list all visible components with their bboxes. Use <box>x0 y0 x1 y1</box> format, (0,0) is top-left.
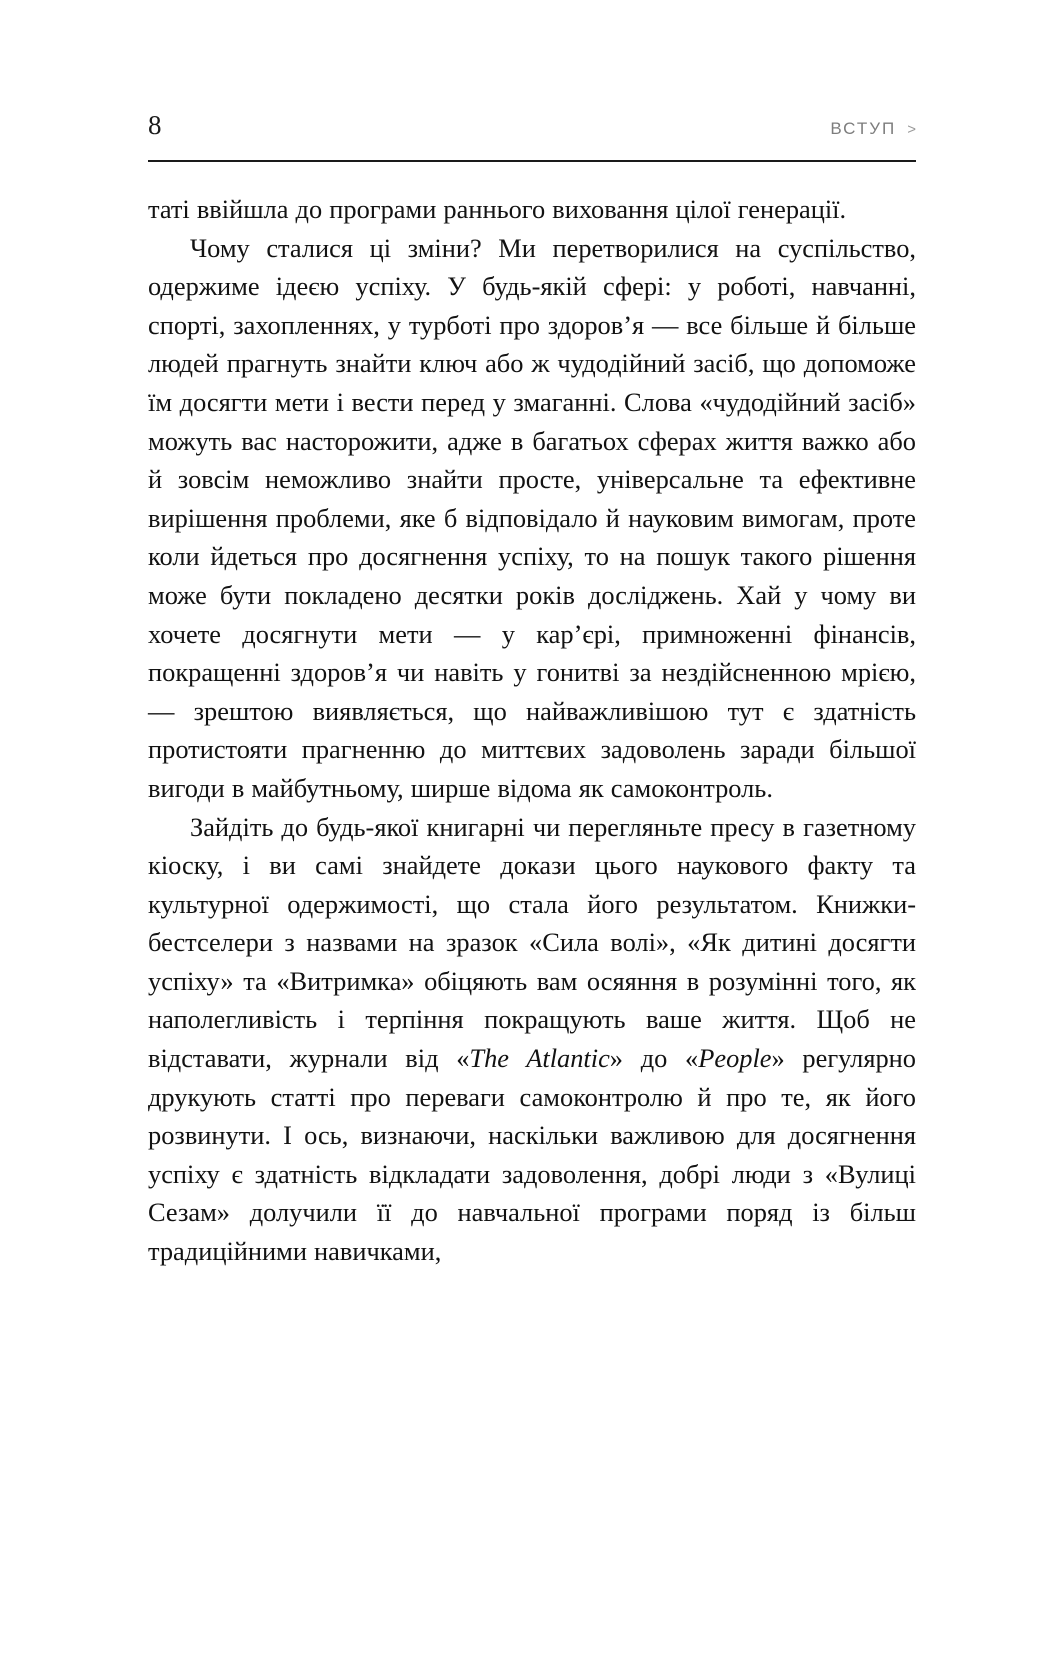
italic-title-run: The Atlantic <box>469 1043 610 1074</box>
italic-title-run: People <box>698 1043 772 1074</box>
paragraph-why-changes <box>148 229 916 808</box>
text-run: Чому сталися ці зміни? Ми перетворилися на суспільство, одержиме ідеєю успіху. У будь-якій сфері: у роботі, навчанні, спорті, захопленнях, у турботі про здоров’я — все більше й більше людей прагнуть знайти ключ або ж чудодійний засіб, що допоможе їм досягти мети і вести перед у змаганні. Слова «чудодійний засіб» можуть вас насторожити, адже в багатьох сферах життя важко або й зовсім неможливо знайти просте, універсальне та ефективне вирішення проблеми, яке б відповідало й науковим вимогам, проте коли йдеться про досягнення успіху, то на пошук такого рішення може бути покладено десятки років досліджень. Хай у чому ви хочете досягнути мети — у кар’єрі, примноженні фінансів, покращенні здоров’я чи навіть у гонитві за нездійсненною мрією,— зрештою виявляється, що найважливішою тут є здатність протистояти прагненню до миттєвих задоволень заради більшої вигоди в майбутньому, ширше відома як самоконтроль. <box>148 232 916 803</box>
text-run: » до « <box>609 1043 699 1074</box>
text-run: Зайдіть до будь-якої книгарні чи перегляньте пресу в газетному кіоску, і ви самі знайдете докази цього наукового факту та культурної одержимості, що стала його результатом. Книжки-бестселери з назвами на зразок «Сила волі», «Як дитині досягти успіху» та «Витримка» обіцяють вам осяяння в розумінні того, як наполегливість і терпіння покращують ваше життя. Щоб не відставати, журнали від « <box>148 811 916 1074</box>
page-number: 8 <box>148 110 162 140</box>
text-run: таті ввійшла до програми раннього виховання цілої генерації. <box>148 194 847 224</box>
running-head-group <box>830 119 916 139</box>
paragraph-continuation <box>148 190 916 229</box>
body-text-block <box>148 190 916 1271</box>
header-divider-rule <box>148 160 916 162</box>
running-header <box>148 112 916 158</box>
chevron-right-icon: > <box>907 121 916 138</box>
running-head-label: ВСТУП <box>830 119 897 138</box>
paragraph-bookstore <box>148 808 916 1271</box>
page-content-area <box>148 112 916 1271</box>
text-run: » регулярно друкують статті про переваги самоконтролю й про те, як його розвинути. І ось, визнаючи, наскільки важливою для досягнення успіху є здатність відкладати задоволення, добрі люди з «Вулиці Сезам» долучили її до навчальної програми поряд із більш традиційними навичками, <box>148 1043 917 1267</box>
